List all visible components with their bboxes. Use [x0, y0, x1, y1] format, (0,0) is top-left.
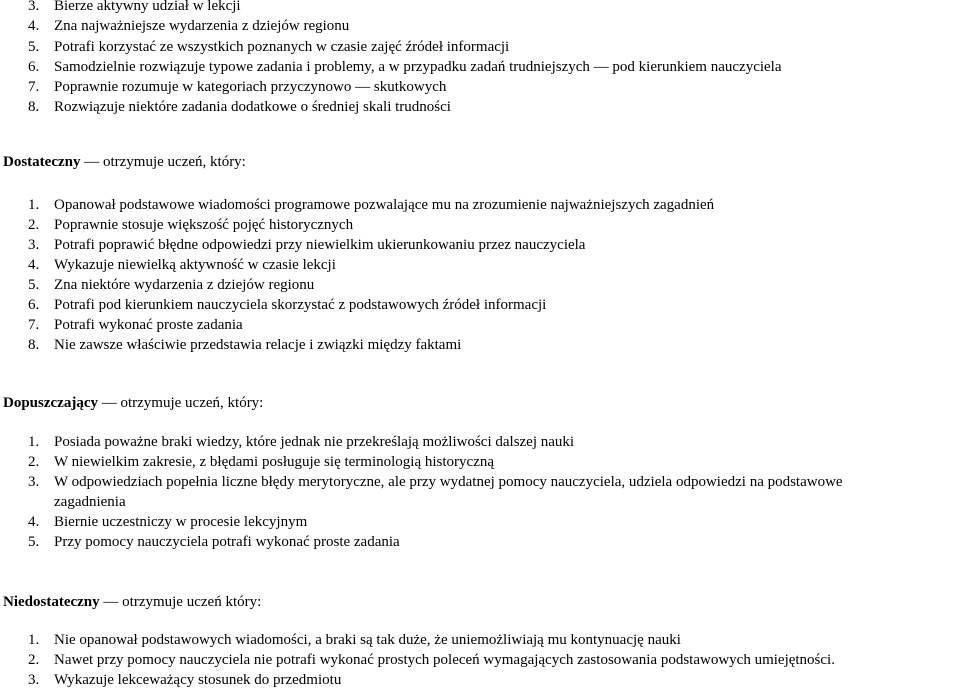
list-item: 5. Przy pomocy nauczyciela potrafi wykonać proste zadania [28, 534, 400, 550]
list-item: 2. Nawet przy pomocy nauczyciela nie potrafi wykonać prostych poleceń wymagających zastosowania podstawowych umiejętności. [28, 652, 835, 668]
list-item: 4. Zna najważniejsze wydarzenia z dziejów regionu [28, 18, 350, 34]
list-item: 4. Biernie uczestniczy w procesie lekcyjnym [28, 514, 308, 530]
list-item: 4. Wykazuje niewielką aktywność w czasie lekcji [28, 257, 336, 273]
section-heading-niedostateczny: Niedostateczny — otrzymuje uczeń który: [3, 594, 262, 610]
list-item: 1. Nie opanował podstawowych wiadomości, a braki są tak duże, że uniemożliwiają mu kontynuację nauki [28, 632, 681, 648]
list-item: 6. Samodzielnie rozwiązuje typowe zadania i problemy, a w przypadku zadań trudniejszych — pod kierunkiem nauczyciela [28, 59, 782, 75]
section-heading-dostateczny: Dostateczny — otrzymuje uczeń, który: [3, 154, 246, 170]
grade-label: Niedostateczny [3, 594, 100, 610]
list-item: 2. Poprawnie stosuje większość pojęć historycznych [28, 217, 354, 233]
list-item: 5. Zna niektóre wydarzenia z dziejów regionu [28, 277, 315, 293]
list-item: 8. Rozwiązuje niektóre zadania dodatkowe o średniej skali trudności [28, 99, 451, 115]
section-heading-dopuszczajacy: Dopuszczający — otrzymuje uczeń, który: [3, 395, 264, 411]
list-item: 3. Bierze aktywny udział w lekcji [28, 0, 241, 14]
list-item: 5. Potrafi korzystać ze wszystkich poznanych w czasie zajęć źródeł informacji [28, 39, 510, 55]
list-item: 2. W niewielkim zakresie, z błędami posługuje się terminologią historyczną [28, 454, 495, 470]
grade-label: Dostateczny [3, 154, 81, 170]
list-item: 3. Potrafi poprawić błędne odpowiedzi przy niewielkim ukierunkowaniu przez nauczyciela [28, 237, 586, 253]
list-item: 3. Wykazuje lekceważący stosunek do przedmiotu [28, 672, 342, 688]
list-item: 6. Potrafi pod kierunkiem nauczyciela skorzystać z podstawowych źródeł informacji [28, 297, 547, 313]
list-item: 3. W odpowiedziach popełnia liczne błędy merytoryczne, ale przy wydatnej pomocy nauczyciela, udziela odpowiedzi na podstawowe [28, 474, 843, 490]
grade-label: Dopuszczający [3, 395, 98, 411]
list-item: 8. Nie zawsze właściwie przedstawia relacje i związki między faktami [28, 337, 462, 353]
list-item: zagadnienia [54, 494, 126, 510]
list-item: 1. Posiada poważne braki wiedzy, które jednak nie przekreślają możliwości dalszej nauki [28, 434, 575, 450]
list-item: 7. Poprawnie rozumuje w kategoriach przyczynowo — skutkowych [28, 79, 447, 95]
list-item: 1. Opanował podstawowe wiadomości programowe pozwalające mu na zrozumienie najważniejszych zagadnień [28, 197, 715, 213]
list-item: 7. Potrafi wykonać proste zadania [28, 317, 243, 333]
